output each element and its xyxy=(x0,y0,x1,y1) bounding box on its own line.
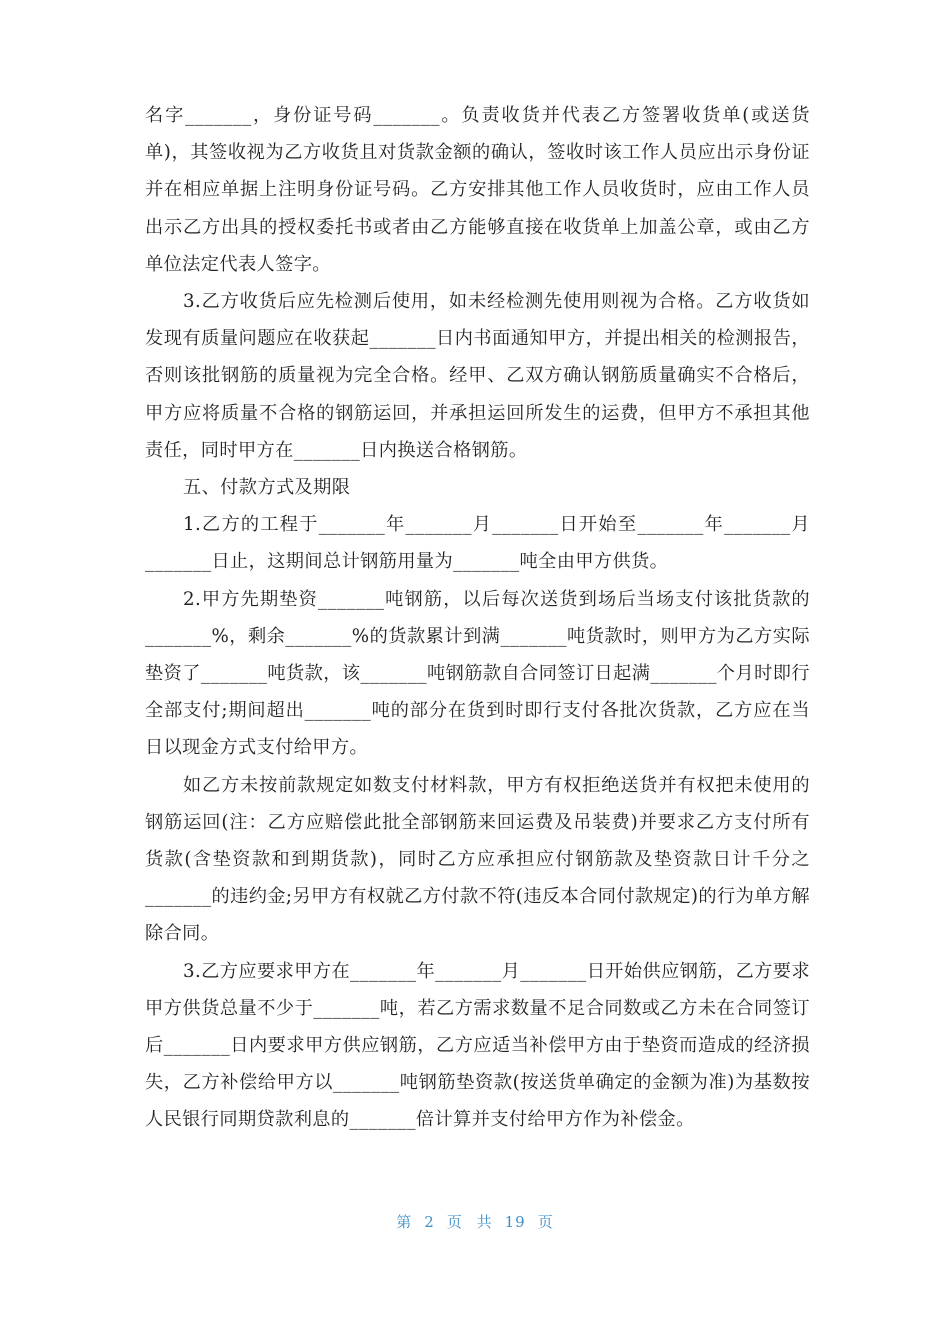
paragraph-payment-period: 1.乙方的工程于_______年_______月_______日开始至_______年_______月_______日止，这期间总计钢筋用量为_______吨全由甲方供货。 xyxy=(145,514,810,573)
paragraph-advance-funding: 2.甲方先期垫资_______吨钢筋，以后每次送货到场后当场支付该批货款的_______%，剩余_______%的货款累计到满_______吨货款时，则甲方为乙方实际垫资了_______吨货款，该_______吨钢筋款自合同签订日起满_______个月时即行全部支付;期间超出_______吨的部分在货到时即行支付各批次货款，乙方应在当日以现金方式支付给甲方。 xyxy=(145,588,810,759)
paragraph-quality-inspection: 3.乙方收货后应先检测后使用，如未经检测先使用则视为合格。乙方收货如发现有质量问题应在收获起_______日内书面通知甲方，并提出相关的检测报告，否则该批钢筋的质量视为完全合格。经甲、乙双方确认钢筋质量确实不合格后，甲方应将质量不合格的钢筋运回，并承担运回所发生的运费，但甲方不承担其他责任，同时甲方在_______日内换送合格钢筋。 xyxy=(145,291,810,461)
paragraph-supply-start: 3.乙方应要求甲方在_______年_______月_______日开始供应钢筋，乙方要求甲方供货总量不少于_______吨，若乙方需求数量不足合同数或乙方未在合同签订后_______日内要求甲方供应钢筋，乙方应适当补偿甲方由于垫资而造成的经济损失，乙方补偿给甲方以_______吨钢筋垫资款(按送货单确定的金额为准)为基数按人民银行同期贷款利息的_______倍计算并支付给甲方作为补偿金。 xyxy=(145,960,810,1131)
footer-total-pages: 19 xyxy=(504,1213,526,1231)
paragraph-receiver-identity: 名字_______，身份证号码_______。负责收货并代表乙方签署收货单(或送货单)，其签收视为乙方收货且对货款金额的确认，签收时该工作人员应出示身份证并在相应单据上注明身份证号码。乙方安排其他工作人员收货时，应由工作人员出示乙方出具的授权委托书或者由乙方能够直接在收货单上加盖公章，或由乙方单位法定代表人签字。 xyxy=(145,105,810,275)
footer-middle: 页 共 xyxy=(446,1213,493,1231)
footer-suffix: 页 xyxy=(537,1213,554,1231)
section-heading-payment: 五、付款方式及期限 xyxy=(183,477,351,499)
page-footer xyxy=(0,1211,950,1232)
footer-prefix: 第 xyxy=(396,1213,413,1231)
document-body xyxy=(145,97,810,1139)
paragraph-late-payment: 如乙方未按前款规定如数支付材料款，甲方有权拒绝送货并有权把未使用的钢筋运回(注：乙方应赔偿此批全部钢筋来回运费及吊装费)并要求乙方支付所有货款(含垫资款和到期货款)，同时乙方应承担应付钢筋款及垫资款日计千分之_______的违约金;另甲方有权就乙方付款不符(违反本合同付款规定)的行为单方解除合同。 xyxy=(145,774,810,945)
footer-page-number: 2 xyxy=(424,1213,435,1231)
